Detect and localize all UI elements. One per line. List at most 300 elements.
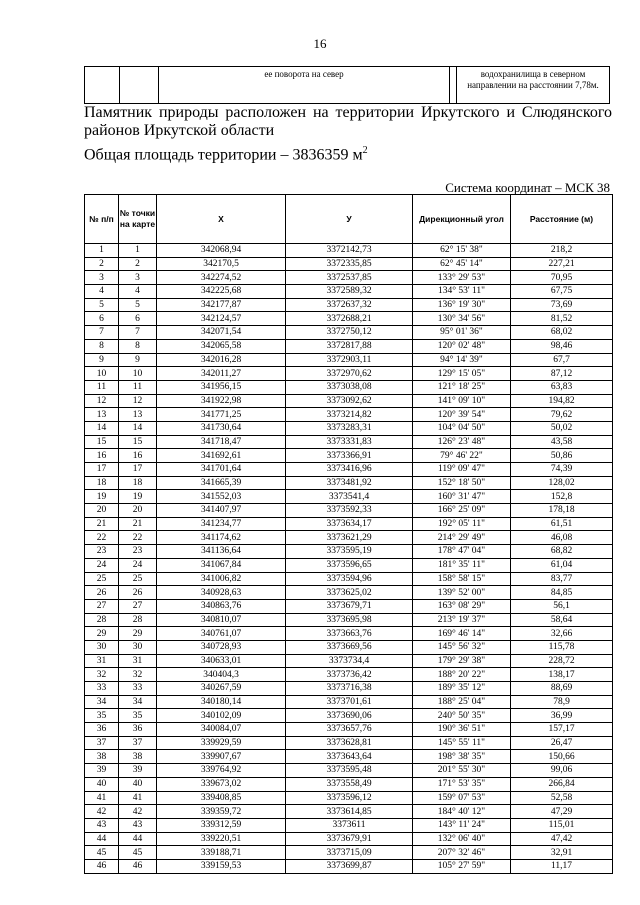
cell-point: 7 [119,326,157,340]
cell-angle: 130° 34' 56" [413,312,511,326]
table-row [85,805,613,819]
cell-y: 3373715,09 [286,846,413,860]
cell-y: 3373699,87 [286,859,413,873]
cell-distance: 138,17 [511,668,613,682]
cell-num: 33 [85,682,119,696]
cell-y: 3373625,02 [286,586,413,600]
cell-x: 342177,87 [157,298,286,312]
continuation-right-text: водохранилища в северном направлении на расстоянии 7,78м. [457,67,610,104]
cell-num: 27 [85,599,119,613]
cell-y: 3372970,62 [286,367,413,381]
cell-y: 3373734,4 [286,654,413,668]
coordinate-system: Система координат – МСК 38 [445,180,610,195]
cell-y: 3372688,21 [286,312,413,326]
cell-x: 341006,82 [157,572,286,586]
cell-point: 37 [119,736,157,750]
cell-x: 339312,59 [157,818,286,832]
cell-y: 3372903,11 [286,353,413,367]
cell-point: 15 [119,435,157,449]
cell-y: 3372637,32 [286,298,413,312]
cell-num: 21 [85,517,119,531]
heading: Памятник природы расположен на территории Иркутского и Слюдянского районов Иркутской области [84,104,612,139]
table-row [85,695,613,709]
cell-distance: 56,1 [511,599,613,613]
cell-num: 10 [85,367,119,381]
cell-num: 9 [85,353,119,367]
table-row [85,421,613,435]
empty-cell [85,67,120,104]
cell-num: 43 [85,818,119,832]
cell-num: 39 [85,764,119,778]
cell-point: 44 [119,832,157,846]
cell-num: 42 [85,805,119,819]
cell-x: 342225,68 [157,285,286,299]
cell-num: 28 [85,613,119,627]
cell-x: 342124,57 [157,312,286,326]
table-row [85,654,613,668]
cell-num: 37 [85,736,119,750]
header-x: X [157,195,286,244]
cell-num: 29 [85,627,119,641]
cell-angle: 139° 52' 00" [413,586,511,600]
cell-x: 339220,51 [157,832,286,846]
cell-distance: 11,17 [511,859,613,873]
cell-num: 26 [85,586,119,600]
cell-distance: 68,82 [511,545,613,559]
cell-y: 3373595,19 [286,545,413,559]
cell-point: 39 [119,764,157,778]
cell-angle: 133° 29' 53" [413,271,511,285]
table-row [85,504,613,518]
cell-point: 2 [119,257,157,271]
cell-angle: 159° 07' 53" [413,791,511,805]
cell-angle: 145° 56' 32" [413,640,511,654]
cell-angle: 213° 19' 37" [413,613,511,627]
table-row [85,353,613,367]
cell-distance: 128,02 [511,476,613,490]
cell-point: 8 [119,339,157,353]
cell-point: 20 [119,504,157,518]
table-row [85,298,613,312]
table-row [85,709,613,723]
cell-angle: 214° 29' 49" [413,531,511,545]
cell-y: 3372142,73 [286,244,413,258]
cell-point: 25 [119,572,157,586]
header-y: У [286,195,413,244]
cell-y: 3373736,42 [286,668,413,682]
cell-angle: 134° 53' 11" [413,285,511,299]
cell-point: 12 [119,394,157,408]
cell-point: 22 [119,531,157,545]
cell-angle: 62° 45' 14" [413,257,511,271]
cell-num: 8 [85,339,119,353]
cell-angle: 169° 46' 14" [413,627,511,641]
cell-num: 41 [85,791,119,805]
table-row [85,394,613,408]
header-distance: Расстояние (м) [511,195,613,244]
cell-distance: 79,62 [511,408,613,422]
cell-x: 339408,85 [157,791,286,805]
cell-num: 12 [85,394,119,408]
cell-point: 13 [119,408,157,422]
cell-angle: 201° 55' 30" [413,764,511,778]
cell-point: 4 [119,285,157,299]
cell-x: 341692,61 [157,449,286,463]
cell-x: 341771,25 [157,408,286,422]
cell-distance: 83,77 [511,572,613,586]
cell-point: 42 [119,805,157,819]
cell-angle: 136° 19' 30" [413,298,511,312]
cell-y: 3373481,92 [286,476,413,490]
cell-angle: 79° 46' 22" [413,449,511,463]
header-point: № точки на карте [119,195,157,244]
cell-point: 34 [119,695,157,709]
cell-y: 3373621,29 [286,531,413,545]
cell-num: 36 [85,723,119,737]
cell-point: 18 [119,476,157,490]
cell-distance: 67,7 [511,353,613,367]
cell-angle: 184° 40' 12" [413,805,511,819]
cell-x: 341718,47 [157,435,286,449]
cell-point: 32 [119,668,157,682]
cell-x: 340633,01 [157,654,286,668]
cell-distance: 88,69 [511,682,613,696]
cell-distance: 58,64 [511,613,613,627]
cell-point: 31 [119,654,157,668]
table-row [85,312,613,326]
cell-x: 341136,64 [157,545,286,559]
cell-angle: 181° 35' 11" [413,558,511,572]
cell-x: 342011,27 [157,367,286,381]
cell-x: 339188,71 [157,846,286,860]
cell-distance: 228,72 [511,654,613,668]
cell-y: 3373628,81 [286,736,413,750]
cell-y: 3373663,76 [286,627,413,641]
cell-distance: 47,29 [511,805,613,819]
cell-x: 340810,07 [157,613,286,627]
cell-angle: 163° 08' 29" [413,599,511,613]
table-row [85,859,613,873]
cell-x: 341701,64 [157,463,286,477]
cell-angle: 171° 53' 35" [413,777,511,791]
table-row [85,326,613,340]
table-row [85,750,613,764]
cell-num: 32 [85,668,119,682]
total-area [84,142,368,164]
cell-num: 25 [85,572,119,586]
cell-y: 3373716,38 [286,682,413,696]
cell-num: 22 [85,531,119,545]
cell-num: 34 [85,695,119,709]
cell-x: 339673,02 [157,777,286,791]
cell-point: 29 [119,627,157,641]
cell-angle: 190° 36' 51" [413,723,511,737]
cell-y: 3373594,96 [286,572,413,586]
cell-point: 46 [119,859,157,873]
cell-distance: 157,17 [511,723,613,737]
cell-angle: 240° 50' 35" [413,709,511,723]
cell-y: 3373214,82 [286,408,413,422]
cell-x: 340928,63 [157,586,286,600]
cell-point: 9 [119,353,157,367]
cell-point: 10 [119,367,157,381]
cell-x: 340102,09 [157,709,286,723]
cell-distance: 43,58 [511,435,613,449]
cell-angle: 145° 55' 11" [413,736,511,750]
cell-point: 23 [119,545,157,559]
cell-angle: 62° 15' 38" [413,244,511,258]
table-row [85,572,613,586]
cell-point: 45 [119,846,157,860]
cell-x: 342065,58 [157,339,286,353]
cell-angle: 129° 15' 05" [413,367,511,381]
cell-num: 13 [85,408,119,422]
cell-x: 339359,72 [157,805,286,819]
cell-y: 3372817,88 [286,339,413,353]
cell-angle: 141° 09' 10" [413,394,511,408]
table-row [85,531,613,545]
table-row [85,627,613,641]
cell-angle: 121° 18' 25" [413,380,511,394]
cell-num: 1 [85,244,119,258]
cell-distance: 63,83 [511,380,613,394]
cell-distance: 87,12 [511,367,613,381]
cell-x: 341067,84 [157,558,286,572]
cell-distance: 115,78 [511,640,613,654]
cell-x: 342170,5 [157,257,286,271]
total-area-text: Общая площадь территории – 3836359 м [84,146,363,164]
cell-point: 26 [119,586,157,600]
cell-num: 3 [85,271,119,285]
cell-distance: 78,9 [511,695,613,709]
cell-angle: 119° 09' 47" [413,463,511,477]
cell-point: 33 [119,682,157,696]
table-row [85,380,613,394]
cell-num: 18 [85,476,119,490]
header-row [85,195,613,244]
cell-point: 17 [119,463,157,477]
cell-distance: 152,8 [511,490,613,504]
cell-x: 340863,76 [157,599,286,613]
cell-distance: 47,42 [511,832,613,846]
table-row [85,818,613,832]
cell-point: 1 [119,244,157,258]
cell-y: 3372335,85 [286,257,413,271]
cell-angle: 95° 01' 36" [413,326,511,340]
cell-point: 24 [119,558,157,572]
table-row [85,791,613,805]
table-row [85,613,613,627]
cell-x: 339159,53 [157,859,286,873]
cell-distance: 227,21 [511,257,613,271]
cell-angle: 179° 29' 38" [413,654,511,668]
cell-y: 3373283,31 [286,421,413,435]
cell-point: 27 [119,599,157,613]
cell-angle: 158° 58' 15" [413,572,511,586]
cell-distance: 194,82 [511,394,613,408]
cell-x: 341174,62 [157,531,286,545]
cell-angle: 120° 02' 48" [413,339,511,353]
cell-x: 341956,15 [157,380,286,394]
cell-num: 20 [85,504,119,518]
cell-num: 44 [85,832,119,846]
page-number: 16 [313,36,327,51]
cell-angle: 188° 20' 22" [413,668,511,682]
cell-y: 3373596,12 [286,791,413,805]
cell-point: 14 [119,421,157,435]
table-row [85,490,613,504]
cell-distance: 36,99 [511,709,613,723]
cell-x: 342016,28 [157,353,286,367]
cell-point: 28 [119,613,157,627]
cell-distance: 67,75 [511,285,613,299]
cell-angle: 189° 35' 12" [413,682,511,696]
cell-x: 339764,92 [157,764,286,778]
table-row [85,640,613,654]
cell-y: 3373669,56 [286,640,413,654]
cell-distance: 218,2 [511,244,613,258]
cell-angle: 152° 18' 50" [413,476,511,490]
cell-num: 7 [85,326,119,340]
cell-x: 342274,52 [157,271,286,285]
cell-angle: 94° 14' 39" [413,353,511,367]
cell-x: 340728,93 [157,640,286,654]
cell-distance: 74,39 [511,463,613,477]
cell-x: 341922,98 [157,394,286,408]
cell-num: 46 [85,859,119,873]
cell-y: 3373614,85 [286,805,413,819]
table-row [85,408,613,422]
cell-point: 11 [119,380,157,394]
cell-num: 17 [85,463,119,477]
cell-point: 38 [119,750,157,764]
table-row [85,558,613,572]
cell-y: 3373595,48 [286,764,413,778]
cell-y: 3373701,61 [286,695,413,709]
cell-y: 3373416,96 [286,463,413,477]
table-row [85,682,613,696]
cell-point: 21 [119,517,157,531]
cell-angle: 178° 47' 04" [413,545,511,559]
table-row [85,435,613,449]
cell-num: 4 [85,285,119,299]
cell-distance: 68,02 [511,326,613,340]
cell-distance: 26,47 [511,736,613,750]
cell-x: 341407,97 [157,504,286,518]
table-row [85,244,613,258]
cell-distance: 61,04 [511,558,613,572]
cell-point: 6 [119,312,157,326]
cell-num: 5 [85,298,119,312]
cell-y: 3373541,4 [286,490,413,504]
cell-angle: 166° 25' 09" [413,504,511,518]
cell-distance: 150,66 [511,750,613,764]
cell-distance: 61,51 [511,517,613,531]
table-row [85,846,613,860]
cell-angle: 105° 27' 59" [413,859,511,873]
cell-x: 340180,14 [157,695,286,709]
cell-distance: 84,85 [511,586,613,600]
cell-point: 19 [119,490,157,504]
cell-num: 14 [85,421,119,435]
cell-y: 3373695,98 [286,613,413,627]
area-superscript: 2 [362,145,368,156]
cell-distance: 50,02 [511,421,613,435]
table-row [85,777,613,791]
table-row [85,586,613,600]
cell-num: 2 [85,257,119,271]
cell-x: 340267,59 [157,682,286,696]
empty-cell [120,67,159,104]
cell-angle: 143° 11' 24" [413,818,511,832]
cell-y: 3373038,08 [286,380,413,394]
cell-angle: 126° 23' 48" [413,435,511,449]
cell-distance: 50,86 [511,449,613,463]
cell-distance: 32,66 [511,627,613,641]
cell-point: 43 [119,818,157,832]
cell-angle: 207° 32' 46" [413,846,511,860]
table-row [85,599,613,613]
table-row [85,463,613,477]
cell-y: 3373366,91 [286,449,413,463]
table-row [85,668,613,682]
cell-y: 3372589,32 [286,285,413,299]
cell-angle: 192° 05' 11" [413,517,511,531]
table-row [85,449,613,463]
table-row [85,832,613,846]
cell-y: 3372537,85 [286,271,413,285]
cell-num: 23 [85,545,119,559]
header-num: № п/п [85,195,119,244]
cell-x: 342071,54 [157,326,286,340]
cell-y: 3373679,91 [286,832,413,846]
cell-num: 6 [85,312,119,326]
cell-num: 11 [85,380,119,394]
cell-num: 16 [85,449,119,463]
cell-y: 3372750,12 [286,326,413,340]
table-row [85,67,610,104]
cell-y: 3373092,62 [286,394,413,408]
empty-cell [450,67,457,104]
cell-distance: 178,18 [511,504,613,518]
cell-distance: 115,01 [511,818,613,832]
cell-x: 341552,03 [157,490,286,504]
cell-distance: 70,95 [511,271,613,285]
table-row [85,723,613,737]
table-row [85,285,613,299]
cell-x: 339907,67 [157,750,286,764]
cell-y: 3373634,17 [286,517,413,531]
header-angle: Дирекционный угол [413,195,511,244]
cell-x: 340084,07 [157,723,286,737]
cell-x: 340761,07 [157,627,286,641]
table-row [85,545,613,559]
cell-y: 3373611 [286,818,413,832]
cell-x: 341234,77 [157,517,286,531]
table-row [85,764,613,778]
cell-distance: 52,58 [511,791,613,805]
cell-num: 35 [85,709,119,723]
cell-y: 3373657,76 [286,723,413,737]
cell-angle: 198° 38' 35" [413,750,511,764]
cell-distance: 81,52 [511,312,613,326]
cell-x: 340404,3 [157,668,286,682]
cell-y: 3373558,49 [286,777,413,791]
cell-num: 30 [85,640,119,654]
cell-distance: 98,46 [511,339,613,353]
cell-num: 45 [85,846,119,860]
cell-point: 40 [119,777,157,791]
